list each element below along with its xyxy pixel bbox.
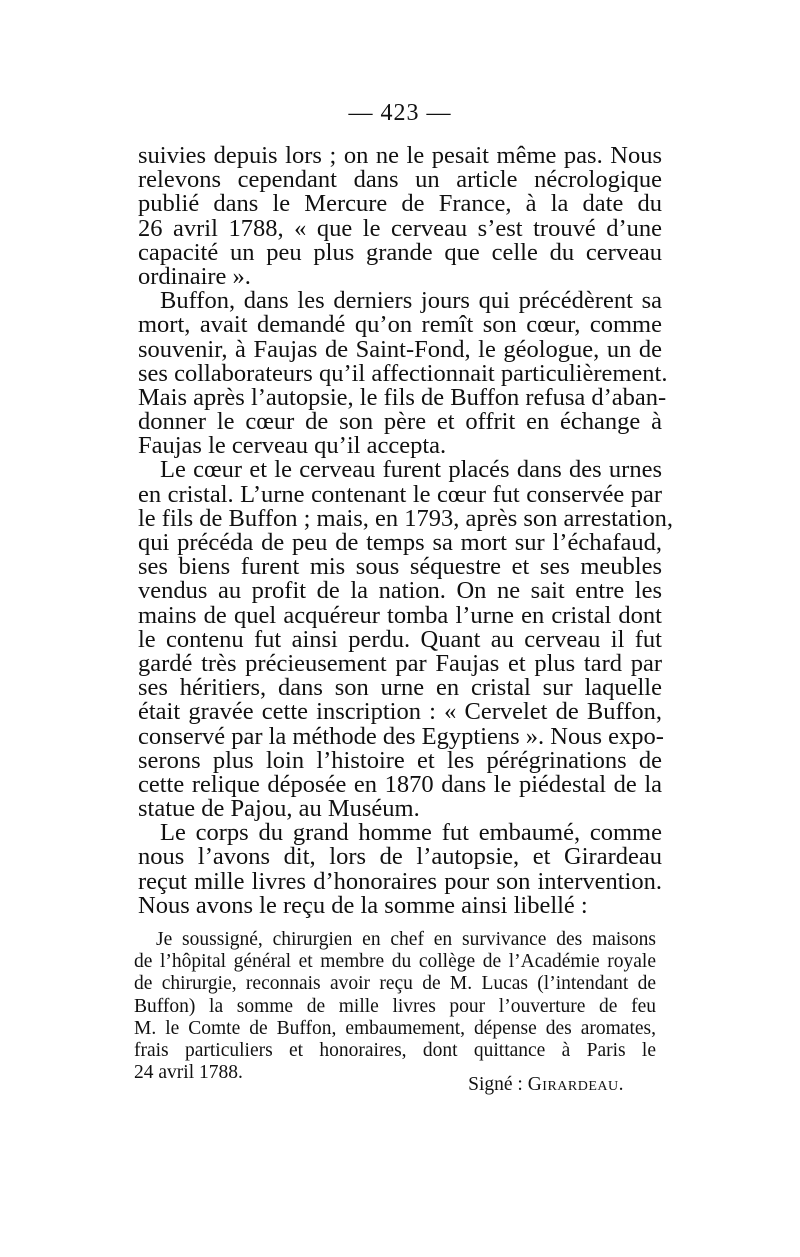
text-line: Le cœur et le cerveau furent placés dans des urnes (160, 456, 662, 484)
text-line: gardé très précieusement par Faujas et plus tard par (138, 649, 662, 677)
text-line: souvenir, à Faujas de Saint-Fond, le géologue, un de (138, 335, 662, 363)
quote-line: Je soussigné, chirurgien en chef en survivance des maisons (156, 929, 656, 950)
text-line: 26 avril 1788, « que le cerveau s’est trouvé d’une (138, 214, 662, 242)
text-line: ordinaire ». (138, 262, 251, 290)
text-line: était gravée cette inscription : « Cervelet de Buffon, (138, 698, 662, 726)
text-line: Faujas le cerveau qu’il accepta. (138, 432, 447, 460)
text-line: le fils de Buffon ; mais, en 1793, après son arrestation, (138, 504, 674, 532)
text-line: cette relique déposée en 1870 dans le piédestal de la (138, 770, 662, 798)
quote-line: de chirurgie, reconnais avoir reçu de M. Lucas (l’intendant de (134, 973, 656, 995)
text-line: Buffon, dans les derniers jours qui précédèrent sa (160, 287, 662, 315)
text-line: qui précéda de peu de temps sa mort sur l’échafaud, (138, 529, 662, 556)
text-line: Nous avons le reçu de la somme ainsi libellé : (138, 891, 588, 919)
text-line: mains de quel acquéreur tomba l’urne en cristal dont (138, 601, 662, 629)
text-line: reçut mille livres d’honoraires pour son intervention. (138, 867, 662, 895)
text-line: publié dans le Mercure de France, à la date du (138, 190, 662, 218)
quote-line: 24 avril 1788. (134, 1062, 243, 1084)
text-line: capacité un peu plus grande que celle du cerveau (138, 238, 662, 266)
quote-line: de l’hôpital général et membre du collège de l’Académie royale (134, 951, 656, 973)
text-line: le contenu fut ainsi perdu. Quant au cerveau il fut (138, 625, 662, 653)
text-line: donner le cœur de son père et offrit en échange à (138, 408, 662, 436)
body-text (138, 142, 674, 919)
quote-line: Buffon) la somme de mille livres pour l’ouverture de feu (134, 995, 656, 1017)
text-line: statue de Pajou, au Muséum. (138, 795, 420, 823)
page-number: — 423 — (348, 100, 452, 126)
text-line: relevons cependant dans un article nécrologique (138, 166, 662, 194)
text-line: Le corps du grand homme fut embaumé, comme (160, 819, 662, 847)
receipt-quote (134, 929, 656, 1084)
quote-line: frais particuliers et honoraires, dont quittance à Paris le (134, 1039, 656, 1061)
text-line: suivies depuis lors ; on ne le pesait même pas. Nous (138, 142, 662, 169)
text-line: ses collaborateurs qu’il affectionnait particulièrement. (138, 359, 668, 387)
text-line: Mais après l’autopsie, le fils de Buffon refusa d’aban- (138, 383, 667, 411)
text-line: vendus au profit de la nation. On ne sait entre les (138, 577, 662, 605)
text-line: en cristal. L’urne contenant le cœur fut conservée par (138, 480, 662, 508)
signature-name: Girardeau. (527, 1074, 624, 1095)
text-line: conservé par la méthode des Egyptiens ». Nous expo- (138, 722, 664, 750)
text-line: nous l’avons dit, lors de l’autopsie, et Girardeau (138, 843, 662, 871)
quote-line: M. le Comte de Buffon, embaumement, dépense des aromates, (134, 1017, 656, 1039)
text-line: ses biens furent mis sous séquestre et ses meubles (138, 553, 662, 581)
text-line: mort, avait demandé qu’on remît son cœur, comme (138, 311, 662, 339)
signature-line (468, 1074, 624, 1096)
signature-prefix: Signé : (468, 1074, 528, 1095)
text-line: serons plus loin l’histoire et les pérégrinations de (138, 746, 662, 774)
text-line: ses héritiers, dans son urne en cristal sur laquelle (138, 674, 662, 702)
